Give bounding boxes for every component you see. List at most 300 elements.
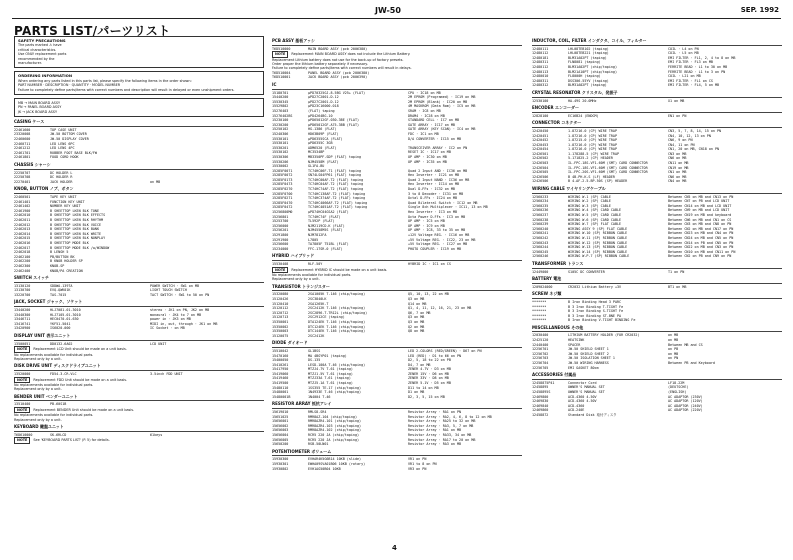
note-text: NOTE Replacement FDD Unit should be made on a unit basis. <box>14 377 264 383</box>
note-tag: NOTE <box>14 407 30 413</box>
part-number: 12256702 <box>532 351 549 356</box>
part-note: 3.5inch FDD UNIT <box>150 372 183 377</box>
part-number: 13220700 <box>14 292 31 297</box>
part-number: 12426503 <box>532 161 549 166</box>
part-description: IS6020-000 <box>50 326 71 331</box>
part-description: WIRING W-10 (SP) RIBBON CABLE <box>568 231 628 236</box>
part-number: 13446711 <box>14 317 31 322</box>
part-description: CR2032 Lithium Battery +3V <box>568 284 622 289</box>
part-note: Hex Inverter · IC14 on MB <box>408 182 460 187</box>
part-description: WIRING W-2 (SP) CABLE <box>568 199 611 204</box>
part-note <box>668 318 782 323</box>
part-note: HYBRID IC · IC1 on CS <box>408 261 451 266</box>
part-number: 15285F0700 <box>272 191 293 196</box>
part-note: on PB <box>668 347 679 352</box>
part-number: 15120712 <box>272 310 289 315</box>
part-description: MC3534BP <box>308 150 325 155</box>
part-number: 22462013 <box>14 227 31 232</box>
section-title: INDUCTOR, COIL, FILTER インダクタ、コイル、フィルター <box>532 39 782 46</box>
part-note: GATE ARRAY · IC17 on MB <box>408 122 455 127</box>
header-rule <box>12 18 781 19</box>
part-number: 15529802 <box>272 104 289 109</box>
section-inductor <box>532 39 782 88</box>
part-note: Between CN19 on MB and keyboard <box>668 213 732 217</box>
part-number: 12560243 <box>532 240 549 245</box>
part-number: 12560245 <box>532 249 549 254</box>
note-text: NOTE Replacement LCD Unit should be made on a unit basis. <box>14 346 264 352</box>
part-description: NJM4558M (FLAT) <box>308 159 339 164</box>
part-description: 1-87216-0 (CP) WIRE TRAP <box>568 128 617 133</box>
section-keyboard <box>14 425 264 437</box>
part-number: 15656005 <box>272 437 289 442</box>
part-note: Resistor Array · RA17 to 20 on MB <box>408 437 476 442</box>
part-number: 15530002 <box>272 164 289 169</box>
part-description: FLN8081 (taping) <box>568 60 601 65</box>
text-line: PART NUMBER · DESCRIPTION · QUANTITY · MODEL NUMBER <box>18 83 121 88</box>
section-accessory <box>532 373 782 417</box>
part-description: μPD27C2001-D-12 <box>308 99 339 104</box>
part-note: DRAM4 · IC28 on MB <box>408 113 445 118</box>
display-note <box>14 346 264 361</box>
part-note: LIGHT TOUCH SWITCH <box>150 288 187 293</box>
part-description: 2SC2896-T-TR12L (chip/taping) <box>308 310 368 315</box>
part-number: 15480110 <box>272 385 289 390</box>
part-description: WIRING W-1 (SP) CABLE <box>568 194 611 199</box>
part-number: 12425120 <box>532 338 549 343</box>
part-description: 1-178288-5 (CP) WIRE TRAP <box>568 151 620 156</box>
part-description: RLF-50Y <box>308 261 323 266</box>
part-number: 22460711 <box>14 141 31 146</box>
part-note: COIL · L4 on PN <box>668 46 699 51</box>
part-number: 12440400 <box>532 342 549 347</box>
part-number: 12560241 <box>532 231 549 236</box>
part-note: Between CN14 on MB and LCD UNIT <box>668 203 732 208</box>
part-number: 15120410 <box>272 301 289 306</box>
part-number: 12560234 <box>532 199 549 204</box>
part-row <box>532 114 782 119</box>
part-note: IC Socket · on MB <box>150 326 185 331</box>
part-number: 13510400 <box>14 402 31 407</box>
part-description: WIRING W-13 (SP) RIBBON CABLE <box>568 245 628 250</box>
section-jack <box>14 300 264 331</box>
part-note: D4, 7 on MB <box>408 362 431 367</box>
section-title: BATTERY 電池 <box>532 277 782 284</box>
section-title: HYBRID ハイブリッド <box>272 254 522 261</box>
part-description: μPD4264BG-10 <box>308 113 333 118</box>
part-note <box>150 155 264 160</box>
disk-note <box>14 377 264 392</box>
part-number: 12480113 <box>532 69 549 74</box>
part-number: T6D610000 <box>14 432 33 437</box>
part-number: 13130120 <box>14 283 31 288</box>
part-note: D2, 5, 18 to 22 on PB <box>408 358 451 363</box>
part-number: 12030400 <box>532 333 549 338</box>
section-title: SWITCH スイッチ <box>14 276 264 283</box>
part-description: μPD6355C 3GB <box>308 141 333 146</box>
part-number: 12480010 <box>532 74 549 79</box>
section-chassis <box>14 163 264 184</box>
part-row <box>14 326 264 331</box>
part-number: 12480112 <box>532 64 549 69</box>
part-number: 12420454 <box>532 147 549 152</box>
text-line: recommended by the <box>18 56 55 61</box>
part-description: WIRING W-3 (SP) CABLE <box>568 203 611 208</box>
part-description: 2SA1265K-T <box>308 301 329 306</box>
part-number: ******* <box>532 309 547 314</box>
section-display <box>14 334 264 346</box>
part-note: Q14 on MB <box>408 301 427 306</box>
part-number: 15285F0271 <box>272 196 293 201</box>
part-number: 13440200 <box>14 308 31 313</box>
part-note: Between CN22 on MB and CN3 on PN <box>668 245 734 250</box>
part-note: LF18.22M <box>668 380 685 385</box>
section-title: KNOB, BUTTON ノブ、ボタン <box>14 187 264 194</box>
section-title: CRYSTAL RESONATOR クリスタル、発振子 <box>532 91 782 98</box>
part-description: ACD-4360 <box>568 403 585 408</box>
part-description: RCR5 220 JA (chip/taping) <box>308 437 360 442</box>
part-note: TRANSCEIVER ARRAY · IC2 on PN <box>408 145 468 150</box>
part-description: EVHAR4K5G6B14 10KB (slide) <box>308 457 362 462</box>
part-row <box>272 75 522 80</box>
part-number: 12256703 <box>532 356 549 361</box>
part-number: T6D510000 <box>272 46 291 51</box>
part-number: 13416741 <box>14 321 31 326</box>
part-number: 15256000 <box>272 223 289 228</box>
part-note: 2M EPROM (Programed) · IC19 on MB <box>408 95 476 100</box>
part-description: B SHEETTOP LKEN BLK VOICE <box>50 222 102 227</box>
part-number: 15650200 <box>272 442 289 447</box>
part-description: JW-50 SHIELD SHEET 2 <box>568 351 609 356</box>
part-number: 22460600 <box>14 137 31 142</box>
section-transformer <box>532 262 782 274</box>
part-description: IL-FPC-18S-VF1-60M (SMT) CARD CONNECTOR <box>568 165 648 170</box>
part-number: 22250707 <box>14 170 31 175</box>
part-number: 13130700 <box>14 288 31 293</box>
part-description: JW-50 BOTTOM COVER <box>50 132 87 137</box>
column-middle <box>272 36 522 536</box>
part-note: Resistor Array · RA2, 4, 6, 8 to 12 on MB <box>408 414 492 419</box>
part-number: 15256600 <box>272 242 289 247</box>
part-description: B SHEETTOP MODE BLK <box>50 240 89 245</box>
part-number: 15350002 <box>272 324 289 329</box>
part-note: (DEUTSCHE) <box>668 385 689 390</box>
part-description: Standard Disk 取付ディスク <box>568 412 617 417</box>
part-number: 15656002 <box>272 423 289 428</box>
part-note: VR1 to 8 on PN <box>408 461 437 466</box>
section-title: WIRING CABLE ワイヤリングケーブル <box>532 187 782 194</box>
part-note: +12V Voltage REG. · IC16 on MB <box>408 233 470 237</box>
part-note: Hex Inverter · IC3 on MB <box>408 210 457 215</box>
part-number: 15350003 <box>272 329 289 334</box>
part-note: 61keys <box>150 432 163 437</box>
part-description: LESD-100A T-46 (chip/taping) <box>308 362 366 367</box>
part-number: 12426505 <box>532 170 549 175</box>
part-note: SRAM · IC8 on MB <box>408 108 441 113</box>
part-number: 12560237 <box>532 213 549 217</box>
part-description: S105C DC CONVERTER <box>568 269 605 274</box>
part-number: 12480111 <box>532 46 549 51</box>
part-note: FDC · IC1 on MB <box>408 131 439 136</box>
part-number: 15256800M0 <box>272 210 293 215</box>
part-number: ******* <box>532 313 547 318</box>
part-description: PB-60S1B <box>50 402 67 407</box>
part-number: 12530100 <box>532 98 549 103</box>
part-note: CN19 on MB <box>668 165 689 170</box>
part-note: CPU · IC18 on MB <box>408 90 441 95</box>
part-number: 12420451 <box>532 133 549 138</box>
part-number: 12480311 <box>532 78 549 83</box>
part-note: T1 on PN <box>668 269 685 274</box>
part-number: 15276403 <box>272 108 289 113</box>
part-number: ******* <box>532 318 547 323</box>
part-number: 15350001 <box>272 319 289 324</box>
part-note: CN1, 20 on MB, CN18 on PN <box>668 147 720 152</box>
part-row <box>14 372 264 377</box>
ordering-box-title: ORDERING INFORMATION <box>18 73 73 79</box>
part-note: ZENER 5.1V · D5 on MB <box>408 381 451 386</box>
part-number: 12469860 <box>532 408 549 413</box>
part-number: 22462018 <box>14 250 31 255</box>
part-note: Between CN10 on MB and CN11 on PN <box>668 249 736 254</box>
part-row <box>14 155 264 160</box>
part-number: 12426502 <box>532 156 549 161</box>
part-note: CN4 on MB <box>668 179 687 184</box>
part-note: on MB <box>668 338 679 343</box>
part-note: D11 to 14 on MB <box>408 385 439 390</box>
note-tag: NOTE <box>272 267 288 273</box>
section-transistor <box>272 285 522 339</box>
date-header: SEP. 1992 <box>740 6 779 14</box>
part-note: AC ADAPTOR (120V) <box>668 399 703 404</box>
part-description: RMR8AZR4-102 (chip/taping) <box>308 428 362 433</box>
part-number: 22462011 <box>14 217 31 222</box>
text-line: Use ONLY replacement parts <box>18 52 67 57</box>
part-number: 15180701 <box>272 90 289 95</box>
part-description: 1N4004 T-46 <box>308 394 331 399</box>
text-line: PN → PANEL BOARD ASSY <box>18 105 62 110</box>
part-number: 15291800 <box>272 233 289 237</box>
part-description: GL1FA-BU <box>308 164 325 169</box>
part-number: 12560238 <box>532 217 549 222</box>
part-number: 15530408 <box>272 261 289 266</box>
part-number: 15480001 <box>272 390 289 395</box>
note-text: Replacement only by a unit. <box>14 357 62 362</box>
part-number: 15120713 <box>272 315 289 320</box>
part-number: 23320008 <box>14 132 31 137</box>
part-description: DS-135 <box>308 358 321 363</box>
part-note: Between PB and Keyboard <box>668 361 715 366</box>
safety-box-lines <box>18 43 260 65</box>
part-number: 22462100 <box>14 254 31 259</box>
safety-box-title: SAFETY PRECAUTIONS <box>18 38 66 43</box>
part-note: CN4, 10, 12, 13 on PN <box>668 133 711 138</box>
part-description: B 3 Iron Binding ST-BNE PA <box>568 313 622 318</box>
part-note: OP AMP · IC30 on MB <box>408 154 447 159</box>
part-description: DTC144EK T-146 (chip/taping) <box>308 329 366 334</box>
part-description: WIRING W-6 (SP) CARD CABLE <box>568 217 622 222</box>
part-description: μPD74HC04GSA2 (FLAT) <box>308 210 349 215</box>
part-number: 15530101 <box>272 136 289 141</box>
part-number: 22462010 <box>14 213 31 218</box>
part-description: JW-50 ISOLATION SHEET 1 <box>568 356 615 361</box>
part-description: WIRING W-P-7 (SP) RIBBON CABLE <box>568 254 630 259</box>
section-title: CHASSIS シャーシ <box>14 163 264 170</box>
part-number: 15250102 <box>272 127 289 132</box>
part-number: 12560233 <box>532 194 549 199</box>
part-number: 22461402 <box>14 204 31 209</box>
part-number: 15510042 <box>272 348 289 353</box>
part-number: 22462012 <box>14 222 31 227</box>
part-note: Q5, 10, 13, 22 on MB <box>408 292 449 297</box>
part-number: 13500051 <box>14 341 31 346</box>
text-line: When ordering any parts listed in this parts list, please specify the following items in the order shown: <box>18 78 192 83</box>
part-description: TOP CASE UNIT <box>50 127 77 132</box>
part-number: 22460501 <box>14 195 31 199</box>
section-encoder <box>532 106 782 118</box>
part-description: B KNOB HOLDER SP <box>50 259 83 264</box>
section-title: MISCELLANEOUS その他 <box>532 326 782 333</box>
part-number: 22462016 <box>14 240 31 245</box>
part-note: ZENER 33V · D8 on MB <box>408 376 449 381</box>
part-description: DC HOLDER L <box>50 170 73 175</box>
part-note: MIDI in, out, through · JK1 on MB <box>150 321 218 326</box>
part-number: 12458872 <box>532 412 549 417</box>
part-number: 12560236 <box>532 208 549 213</box>
section-title: KEYBOARD 鍵盤ユニット <box>14 425 264 432</box>
part-number: 12560242 <box>532 235 549 240</box>
part-description: GL1BSS <box>308 348 321 353</box>
note-tag: NOTE <box>14 377 30 383</box>
part-number: 12560235 <box>532 203 549 208</box>
part-description: MB3350PF-SDP (FLAT) taping <box>308 154 362 159</box>
safety-box <box>14 36 264 68</box>
part-number: 22461401 <box>14 199 31 204</box>
part-number: 1209024000 <box>532 284 553 289</box>
part-number: 12469800 <box>532 394 549 399</box>
section-title: PCB ASSY 基板アッシ <box>272 39 522 46</box>
part-description: FL8000H (taping) <box>568 74 601 79</box>
part-row <box>272 262 522 267</box>
part-number: 15230200 <box>272 122 289 127</box>
part-note: STANDARD CELL · IC7 on MB <box>408 118 460 123</box>
part-note: D2, 3, 5, 15 on MB <box>408 394 445 399</box>
part-description: B LENGH 5 <box>50 250 69 255</box>
part-description: 5-171825-2 (CP) HEADER <box>568 156 613 161</box>
section-pcb-more <box>272 71 522 80</box>
part-number: 12426506 <box>532 179 549 184</box>
part-number: 15651025 <box>272 414 289 419</box>
part-number: 15530345 <box>272 99 289 104</box>
part-note: AC ADAPTOR (230V) <box>668 394 703 399</box>
part-description: JW-50 DISPLAY COVER <box>50 137 89 142</box>
part-description: RCR5 220 JA (chip/taping) <box>308 433 360 437</box>
part-note: CN6, 9 on PN <box>668 138 693 143</box>
part-description: RMR8AZR4-103 (chip/taping) <box>308 423 362 428</box>
part-number: 12420450 <box>532 128 549 133</box>
part-description: LED LENS 4PC <box>50 146 75 151</box>
part-note: CN1 on MB <box>668 170 687 175</box>
section-title: ACCESSORIES 付属品 <box>532 373 782 380</box>
part-number: 12256704 <box>532 361 549 366</box>
section-title: RESISTOR ARRAY 抵抗アレイ <box>272 402 522 409</box>
part-note: LED (RED) · D1 to 66 on PN <box>408 353 462 358</box>
part-note: CN11 on MB <box>668 161 689 166</box>
part-note: LCD UNIT <box>150 341 167 346</box>
part-number: 15120075 <box>272 333 289 338</box>
part-note: Between CN2 on MB and CN17 on PN <box>668 226 734 231</box>
part-description: LHL08TEB221 (taping) <box>568 51 609 56</box>
part-description: μPD70325GJ-8-5BG V25+ (FLAT) <box>308 90 366 95</box>
part-description: μPD27C2001-D-12 <box>308 95 339 100</box>
part-number: 15285F0270 <box>272 187 293 192</box>
part-note: GATE ARRAY (KEY SCAN) · IC4 on MB <box>408 127 476 132</box>
part-number: 15440200 <box>272 95 289 100</box>
part-description: HD63B09P (FLAT) <box>308 131 339 136</box>
part-number: 22461600 <box>14 127 31 132</box>
part-description: μPD6355SCA (FLAT) <box>308 136 343 141</box>
section-resistor <box>272 402 522 446</box>
part-note: FERRITE BEAD · L1 to 30 on MB <box>668 64 728 69</box>
part-description: 1-87216-0 (CP) WIRE TRAP <box>568 142 617 147</box>
part-description: MTZJ5.1A T-61 (taping) <box>308 381 353 386</box>
part-description: HEC0470-01-630 <box>50 317 79 322</box>
part-description: μPD65012GF-A75-3BB (FLAT) <box>308 122 360 127</box>
part-note: CN3 on MB <box>668 151 687 156</box>
part-description: ADM6520 (FLAT) <box>308 145 337 150</box>
section-casing <box>14 120 264 160</box>
part-description: RMR8AZ-104 (chip/taping) <box>308 414 357 419</box>
keyboard-note <box>14 437 264 443</box>
part-description: B 3 Iron Binding S-TIGHT Fe <box>568 309 624 314</box>
part-description: HLJ7105-01-3010 <box>50 312 81 317</box>
part-description: EVQ-QWK01K <box>50 288 71 293</box>
page-title: PARTS LIST/パーツリスト <box>14 24 171 38</box>
part-number: 12426504 <box>532 165 549 170</box>
part-description: DC HOLDER R <box>50 175 73 180</box>
text-line: Failure to completely define parts/items with correct numbers and description will result in delayed or even unshipment orders. <box>18 87 235 92</box>
model-header: JW-50 <box>375 6 401 15</box>
part-note: Between CN14 on PB and CN5 on PN <box>668 240 734 245</box>
part-description: JW-50 SHIELD SHEET 1 <box>568 347 609 352</box>
part-description: YKF51-5041 <box>50 321 71 326</box>
part-number: 12480312 <box>532 83 549 88</box>
part-row <box>532 83 782 88</box>
part-number: 15480001B <box>272 394 291 399</box>
part-description: RMLS8-SR4 <box>308 410 327 415</box>
part-description: TA7805F T51BL (FLAT) <box>308 242 349 247</box>
part-description: JACK BOARD ASSY (pcb 2006390) <box>308 75 368 80</box>
part-number: 12480112 <box>532 51 549 56</box>
part-description: B Iron Binding Head 3 PARC <box>568 299 622 304</box>
part-number: 15930300 <box>272 457 289 462</box>
part-note: on MB <box>668 333 679 338</box>
part-number: 22461212 <box>14 146 31 151</box>
part-note: EN1 on PN <box>668 113 687 118</box>
part-number: 15285F0472 <box>272 205 293 210</box>
section-title: IC <box>272 83 522 90</box>
part-description: WIRING W-5 (SP) CARD CABLE <box>568 213 622 217</box>
part-description: B SHEETTOP LKEN BLK WRITE <box>50 231 102 236</box>
part-description: LED LENS 6PC <box>50 141 75 146</box>
part-number: 12469830 <box>532 399 549 404</box>
part-row <box>532 254 782 259</box>
part-number: 12560239 <box>532 222 549 227</box>
part-description: Connector Cord <box>568 380 597 385</box>
part-note: VR1 on PN <box>408 457 427 462</box>
part-number: 15656004 <box>272 433 289 437</box>
part-number: 15285F0470 <box>272 200 293 205</box>
part-description: B 3 Iron Binding T-TIGHT Fe <box>568 304 624 309</box>
